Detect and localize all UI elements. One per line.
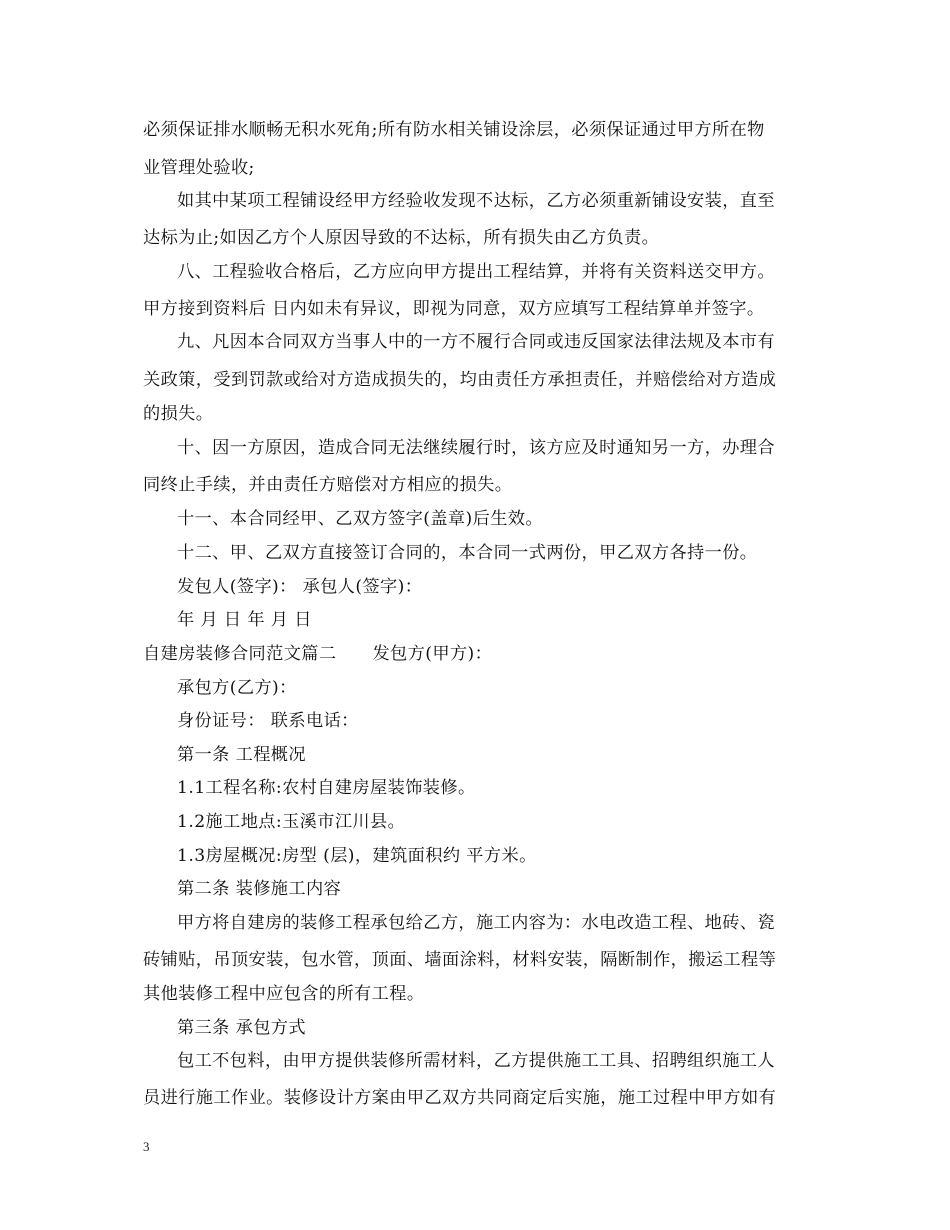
- page-number: 3: [143, 1139, 150, 1154]
- body-line: 业管理处验收;: [143, 158, 255, 178]
- body-line: 达标为止;如因乙方个人原因导致的不达标，所有损失由乙方负责。: [143, 228, 660, 248]
- body-line: 员进行施工作业。装修设计方案由甲乙双方共同商定后实施，施工过程中甲方如有: [143, 1088, 777, 1108]
- clause-10-line: 十、因一方原因，造成合同无法继续履行时，该方应及时通知另一方，办理合: [177, 438, 775, 458]
- clause-8-line: 八、工程验收合格后，乙方应向甲方提出工程结算，并将有关资料送交甲方。: [177, 262, 775, 282]
- paragraph-line: 如其中某项工程铺设经甲方经验收发现不达标，乙方必须重新铺设安装，直至: [177, 191, 775, 211]
- clause-12-line: 十二、甲、乙双方直接签订合同的，本合同一式两份，甲乙双方各持一份。: [177, 543, 758, 563]
- paragraph-line: 包工不包料，由甲方提供装修所需材料，乙方提供施工工具、招聘组织施工人: [177, 1051, 775, 1071]
- item-1-3: 1.3房屋概况:房型 (层)，建筑面积约 平方米。: [177, 846, 537, 866]
- body-line: 砖铺贴，吊顶安装，包水管，顶面、墙面涂料，材料安装，隔断制作，搬运工程等: [143, 950, 777, 970]
- section-heading: 自建房装修合同范文篇二: [143, 644, 337, 664]
- employer-label: 发包方(甲方)：: [372, 644, 493, 664]
- body-line: 的损失。: [143, 404, 214, 424]
- article-2-heading: 第二条 装修施工内容: [177, 879, 342, 899]
- contractor-label: 承包方(乙方)：: [177, 678, 297, 698]
- article-1-heading: 第一条 工程概况: [177, 745, 306, 765]
- body-line: 甲方接到资料后 日内如未有异议，即视为同意，双方应填写工程结算单并签字。: [143, 299, 765, 319]
- paragraph-line: 甲方将自建房的装修工程承包给乙方，施工内容为：水电改造工程、地砖、瓷: [177, 913, 775, 933]
- item-1-2: 1.2施工地点:玉溪市江川县。: [177, 812, 406, 832]
- body-line: 必须保证排水顺畅无积水死角;所有防水相关铺设涂层，必须保证通过甲方所在物: [143, 120, 765, 140]
- section-heading-line: [143, 642, 813, 666]
- body-line: 关政策，受到罚款或给对方造成损失的，均由责任方承担责任，并赔偿给对方造成: [143, 370, 777, 390]
- body-line: 同终止手续，并由责任方赔偿对方相应的损失。: [143, 475, 513, 495]
- clause-9-line: 九、凡因本合同双方当事人中的一方不履行合同或违反国家法律法规及本市有: [177, 332, 775, 352]
- clause-11-line: 十一、本合同经甲、乙双方签字(盖章)后生效。: [177, 509, 543, 529]
- date-line: 年 月 日 年 月 日: [177, 610, 312, 630]
- signature-line: 发包人(签字)： 承包人(签字)：: [177, 577, 423, 597]
- article-3-heading: 第三条 承包方式: [177, 1018, 306, 1038]
- id-phone-line: 身份证号： 联系电话：: [177, 711, 359, 731]
- body-line: 其他装修工程中应包含的所有工程。: [143, 984, 425, 1004]
- item-1-1: 1.1工程名称:农村自建房屋装饰装修。: [177, 778, 476, 798]
